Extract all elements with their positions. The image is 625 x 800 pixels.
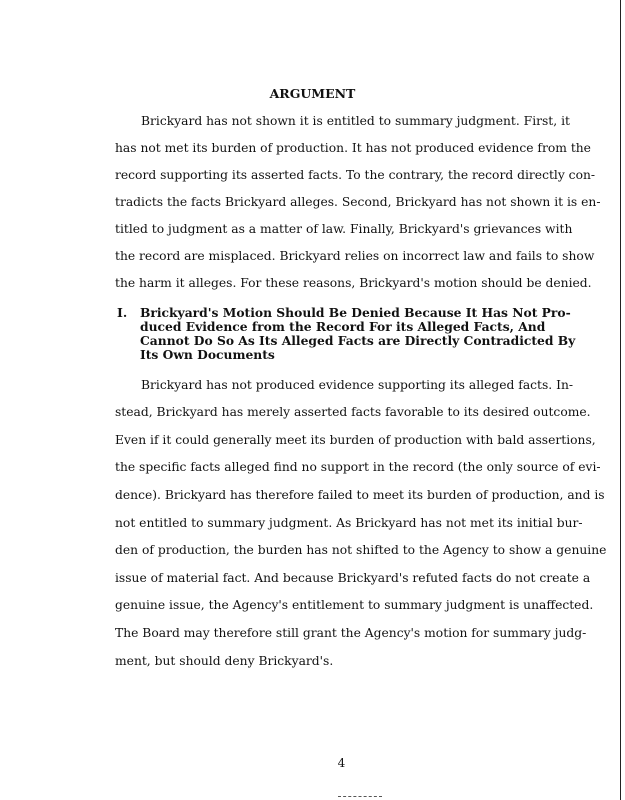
page-edge-right: [620, 0, 621, 800]
text-line: The Board may therefore still grant the Agency's motion for summary judg-: [115, 626, 587, 640]
subsection-title-line: Cannot Do So As Its Alleged Facts are Directly Contradicted By: [140, 333, 576, 348]
text-line: the harm it alleges. For these reasons, Brickyard's motion should be denied.: [115, 276, 592, 290]
subsection-title-line: Brickyard's Motion Should Be Denied Because It Has Not Pro-: [140, 305, 571, 320]
text-line: den of production, the burden has not shifted to the Agency to show a genuine: [115, 543, 607, 557]
text-line: the specific facts alleged find no support in the record (the only source of evi-: [115, 460, 601, 474]
text-line: has not met its burden of production. It has not produced evidence from the: [115, 141, 591, 155]
text-line: not entitled to summary judgment. As Brickyard has not met its initial bur-: [115, 516, 583, 530]
text-line: titled to judgment as a matter of law. Finally, Brickyard's grievances with: [115, 222, 573, 236]
subsection-number: I.: [117, 305, 128, 320]
text-line: Even if it could generally meet its burden of production with bald assertions,: [115, 433, 596, 447]
text-line: record supporting its asserted facts. To the contrary, the record directly con-: [115, 168, 596, 182]
text-line: tradicts the facts Brickyard alleges. Second, Brickyard has not shown it is en-: [115, 195, 601, 209]
text-line: genuine issue, the Agency's entitlement to summary judgment is unaffected.: [115, 598, 594, 612]
text-line: ment, but should deny Brickyard's.: [115, 654, 334, 668]
subsection-title-line: Its Own Documents: [140, 347, 275, 362]
text-line: stead, Brickyard has merely asserted facts favorable to its desired outcome.: [115, 405, 591, 419]
page-edge-bottom: [338, 796, 382, 798]
text-line: issue of material fact. And because Brickyard's refuted facts do not create a: [115, 571, 591, 585]
text-line: the record are misplaced. Brickyard relies on incorrect law and fails to show: [115, 249, 595, 263]
subsection-title-line: duced Evidence from the Record For its Alleged Facts, And: [140, 319, 546, 334]
text-line: dence). Brickyard has therefore failed to meet its burden of production, and is: [115, 488, 605, 502]
page-number: 4: [337, 756, 346, 770]
text-line: Brickyard has not shown it is entitled to summary judgment. First, it: [141, 114, 570, 128]
text-line: Brickyard has not produced evidence supporting its alleged facts. In-: [141, 378, 574, 392]
section-heading-argument: ARGUMENT: [269, 86, 356, 101]
